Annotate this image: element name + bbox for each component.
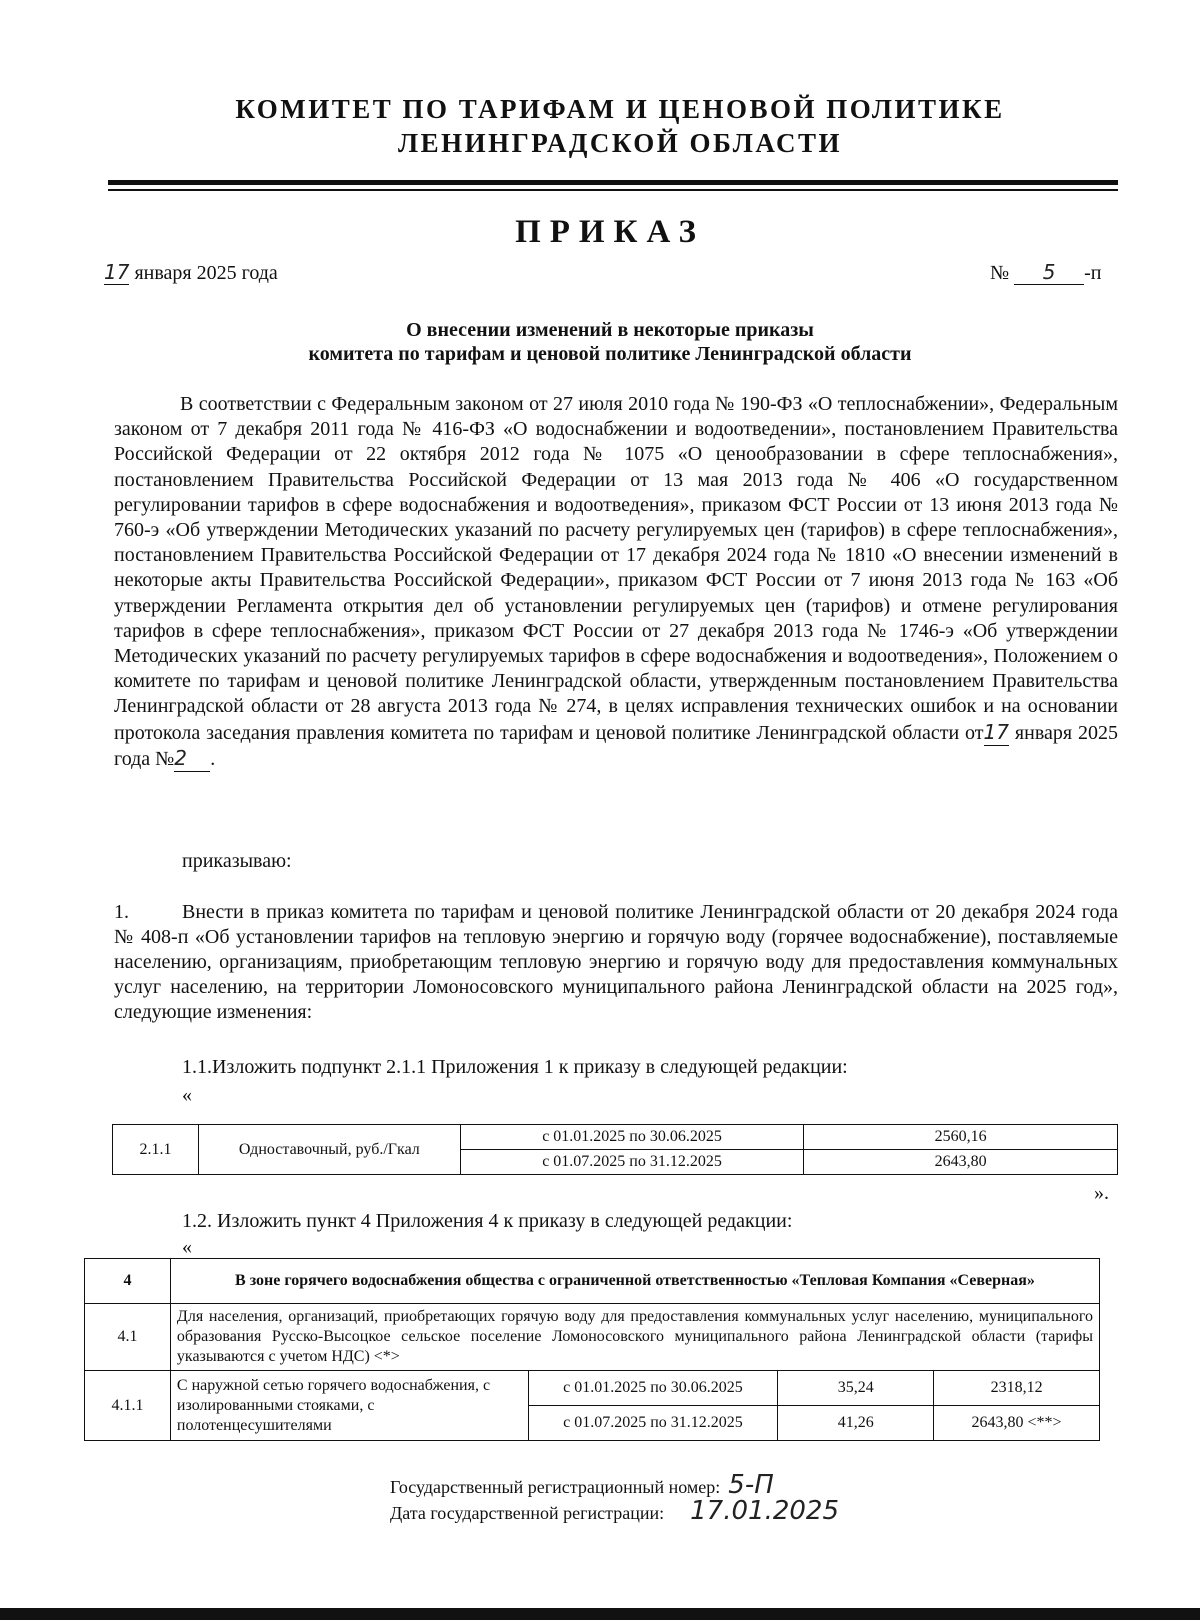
preamble-text: В соответствии с Федеральным законом от 27 июля 2010 года № 190-ФЗ «О теплоснабжении», Федеральным законом от 7 декабря 2011 года № 416-ФЗ «О водоснабжении и водоотведении», постановлением Правительства Российской Федерации от 22 октября 2012 года № 1075 «О ценообразовании в сфере теплоснабжения», постановлением Правительства Российской Федерации от 13 мая 2013 года № 406 «О государственном регулировании тарифов в сфере водоснабжения и водоотведения», приказом ФСТ России от 13 июня 2013 года № 760-э «Об утверждении Методических указаний по расчету регулируемых цен (тарифов) в сфере теплоснабжения», постановлением Правительства Российской Федерации от 17 декабря 2024 года № 1810 «О внесении изменений в некоторые акты Правительства Российской Федерации», приказом ФСТ России от 7 июня 2013 года № 163 «Об утверждении Регламента открытия дел об установлении регулируемых цен (тарифов) и отмене регулирования тарифов в сфере теплоснабжения», приказом ФСТ России от 27 декабря 2013 года № 1746-э «Об утверждении Методических указаний по расчету регулируемых тарифов в сфере водоснабжения и водоотведения», Положением о комитете по тарифам и ценовой политике Ленинградской области, утвержденным постановлением Правительства Ленинградской области от 28 августа 2013 года № 274, в целях исправления технических ошибок и на основании протокола заседания правления комитета по тарифам и ценовой политике Ленинградской области от bbox=[114, 393, 1118, 744]
t2-v1-2: 41,26 bbox=[778, 1406, 934, 1441]
date-day-handwritten: 17 bbox=[104, 260, 130, 284]
number-prefix: № bbox=[990, 262, 1015, 284]
number-handwritten: 5 bbox=[1014, 260, 1084, 285]
t2-row41-code: 4.1 bbox=[85, 1304, 171, 1371]
preamble-paragraph bbox=[114, 392, 1118, 772]
header-rule-thick bbox=[108, 180, 1118, 185]
quote-open-2: « bbox=[182, 1236, 192, 1258]
tariff-table-2 bbox=[84, 1258, 1100, 1441]
header-line-2: ЛЕНИНГРАДСКОЙ ОБЛАСТИ bbox=[397, 128, 843, 158]
document-subject bbox=[0, 318, 1200, 366]
t2-row4-code: 4 bbox=[85, 1259, 171, 1304]
item-1-2: 1.2. Изложить пункт 4 Приложения 4 к приказу в следующей редакции: bbox=[182, 1210, 793, 1232]
protocol-number-handwritten: 2 bbox=[174, 746, 210, 772]
tariff-table-1 bbox=[112, 1124, 1118, 1175]
table-row bbox=[85, 1371, 1100, 1406]
subject-line-2: комитета по тарифам и ценовой политике Ленинградской области bbox=[308, 343, 912, 365]
t2-row411-text: С наружной сетью горячего водоснабжения, с изолированными стояками, с полотенцесушителями bbox=[170, 1371, 528, 1441]
date-rest: января 2025 года bbox=[129, 262, 278, 284]
protocol-day-handwritten: 17 bbox=[984, 720, 1009, 746]
item-1-text: Внести в приказ комитета по тарифам и ценовой политике Ленинградской области от 20 декабря 2024 года № 408-п «Об установлении тарифов на тепловую энергию и горячую воду (горячее водоснабжение), поставляемые населению, организациям, приобретающим тепловую энергию и горячую воду для предоставления коммунальных услуг населению, на территории Ломоносовского муниципального района Ленинградской области на 2025 год», следующие изменения: bbox=[114, 901, 1118, 1023]
order-word: приказываю: bbox=[182, 850, 292, 872]
registration-number-value: 5-П bbox=[728, 1470, 774, 1500]
preamble-end: . bbox=[210, 747, 216, 770]
t2-row411-code: 4.1.1 bbox=[85, 1371, 171, 1441]
document-type: ПРИКАЗ bbox=[515, 214, 705, 250]
t1-value-1: 2560,16 bbox=[804, 1125, 1118, 1150]
t2-row4-text: В зоне горячего водоснабжения общества с ограниченной ответственностью «Тепловая Компания «Северная» bbox=[170, 1259, 1099, 1304]
registration-date-label: Дата государственной регистрации: bbox=[390, 1503, 665, 1523]
t1-period-1: с 01.01.2025 по 30.06.2025 bbox=[460, 1125, 804, 1150]
t2-v1-1: 35,24 bbox=[778, 1371, 934, 1406]
document-number bbox=[990, 260, 1101, 285]
number-suffix: -п bbox=[1084, 262, 1102, 284]
t2-v2-2: 2643,80 <**> bbox=[934, 1406, 1100, 1441]
quote-open-1: « bbox=[182, 1084, 192, 1106]
t2-period-2: с 01.07.2025 по 31.12.2025 bbox=[528, 1406, 778, 1441]
table-row bbox=[85, 1304, 1100, 1371]
t1-value-2: 2643,80 bbox=[804, 1150, 1118, 1175]
registration-date-value: 17.01.2025 bbox=[690, 1496, 840, 1526]
scan-edge-bar bbox=[0, 1608, 1200, 1620]
t2-period-1: с 01.01.2025 по 30.06.2025 bbox=[528, 1371, 778, 1406]
preamble-mid: января 2025 года № bbox=[114, 721, 1118, 770]
header-line-1: КОМИТЕТ ПО ТАРИФАМ И ЦЕНОВОЙ ПОЛИТИКЕ bbox=[235, 94, 1005, 124]
registration-number-label: Государственный регистрационный номер: bbox=[390, 1477, 721, 1497]
t1-name: Одноставочный, руб./Гкал bbox=[198, 1125, 460, 1175]
document-date bbox=[104, 260, 278, 285]
header-rule-thin bbox=[108, 189, 1118, 191]
item-1-paragraph bbox=[114, 900, 1118, 1025]
registration-date bbox=[390, 1496, 839, 1526]
quote-close-1: ». bbox=[1094, 1182, 1109, 1204]
item-1-1: 1.1.Изложить подпункт 2.1.1 Приложения 1 к приказу в следующей редакции: bbox=[182, 1056, 848, 1078]
t2-v2-1: 2318,12 bbox=[934, 1371, 1100, 1406]
t2-row41-text: Для населения, организаций, приобретающих горячую воду для предоставления коммунальных услуг населению, муниципального образования Русско-Высоцкое сельское поселение Ломоносовского муниципального района Ленинградской области (тарифы указываются с учетом НДС) <*> bbox=[170, 1304, 1099, 1371]
table-row bbox=[113, 1125, 1118, 1150]
t1-code: 2.1.1 bbox=[113, 1125, 199, 1175]
item-1-number: 1. bbox=[114, 901, 129, 923]
document-header bbox=[0, 92, 1200, 160]
subject-line-1: О внесении изменений в некоторые приказы bbox=[406, 319, 814, 341]
table-row bbox=[85, 1259, 1100, 1304]
t1-period-2: с 01.07.2025 по 31.12.2025 bbox=[460, 1150, 804, 1175]
